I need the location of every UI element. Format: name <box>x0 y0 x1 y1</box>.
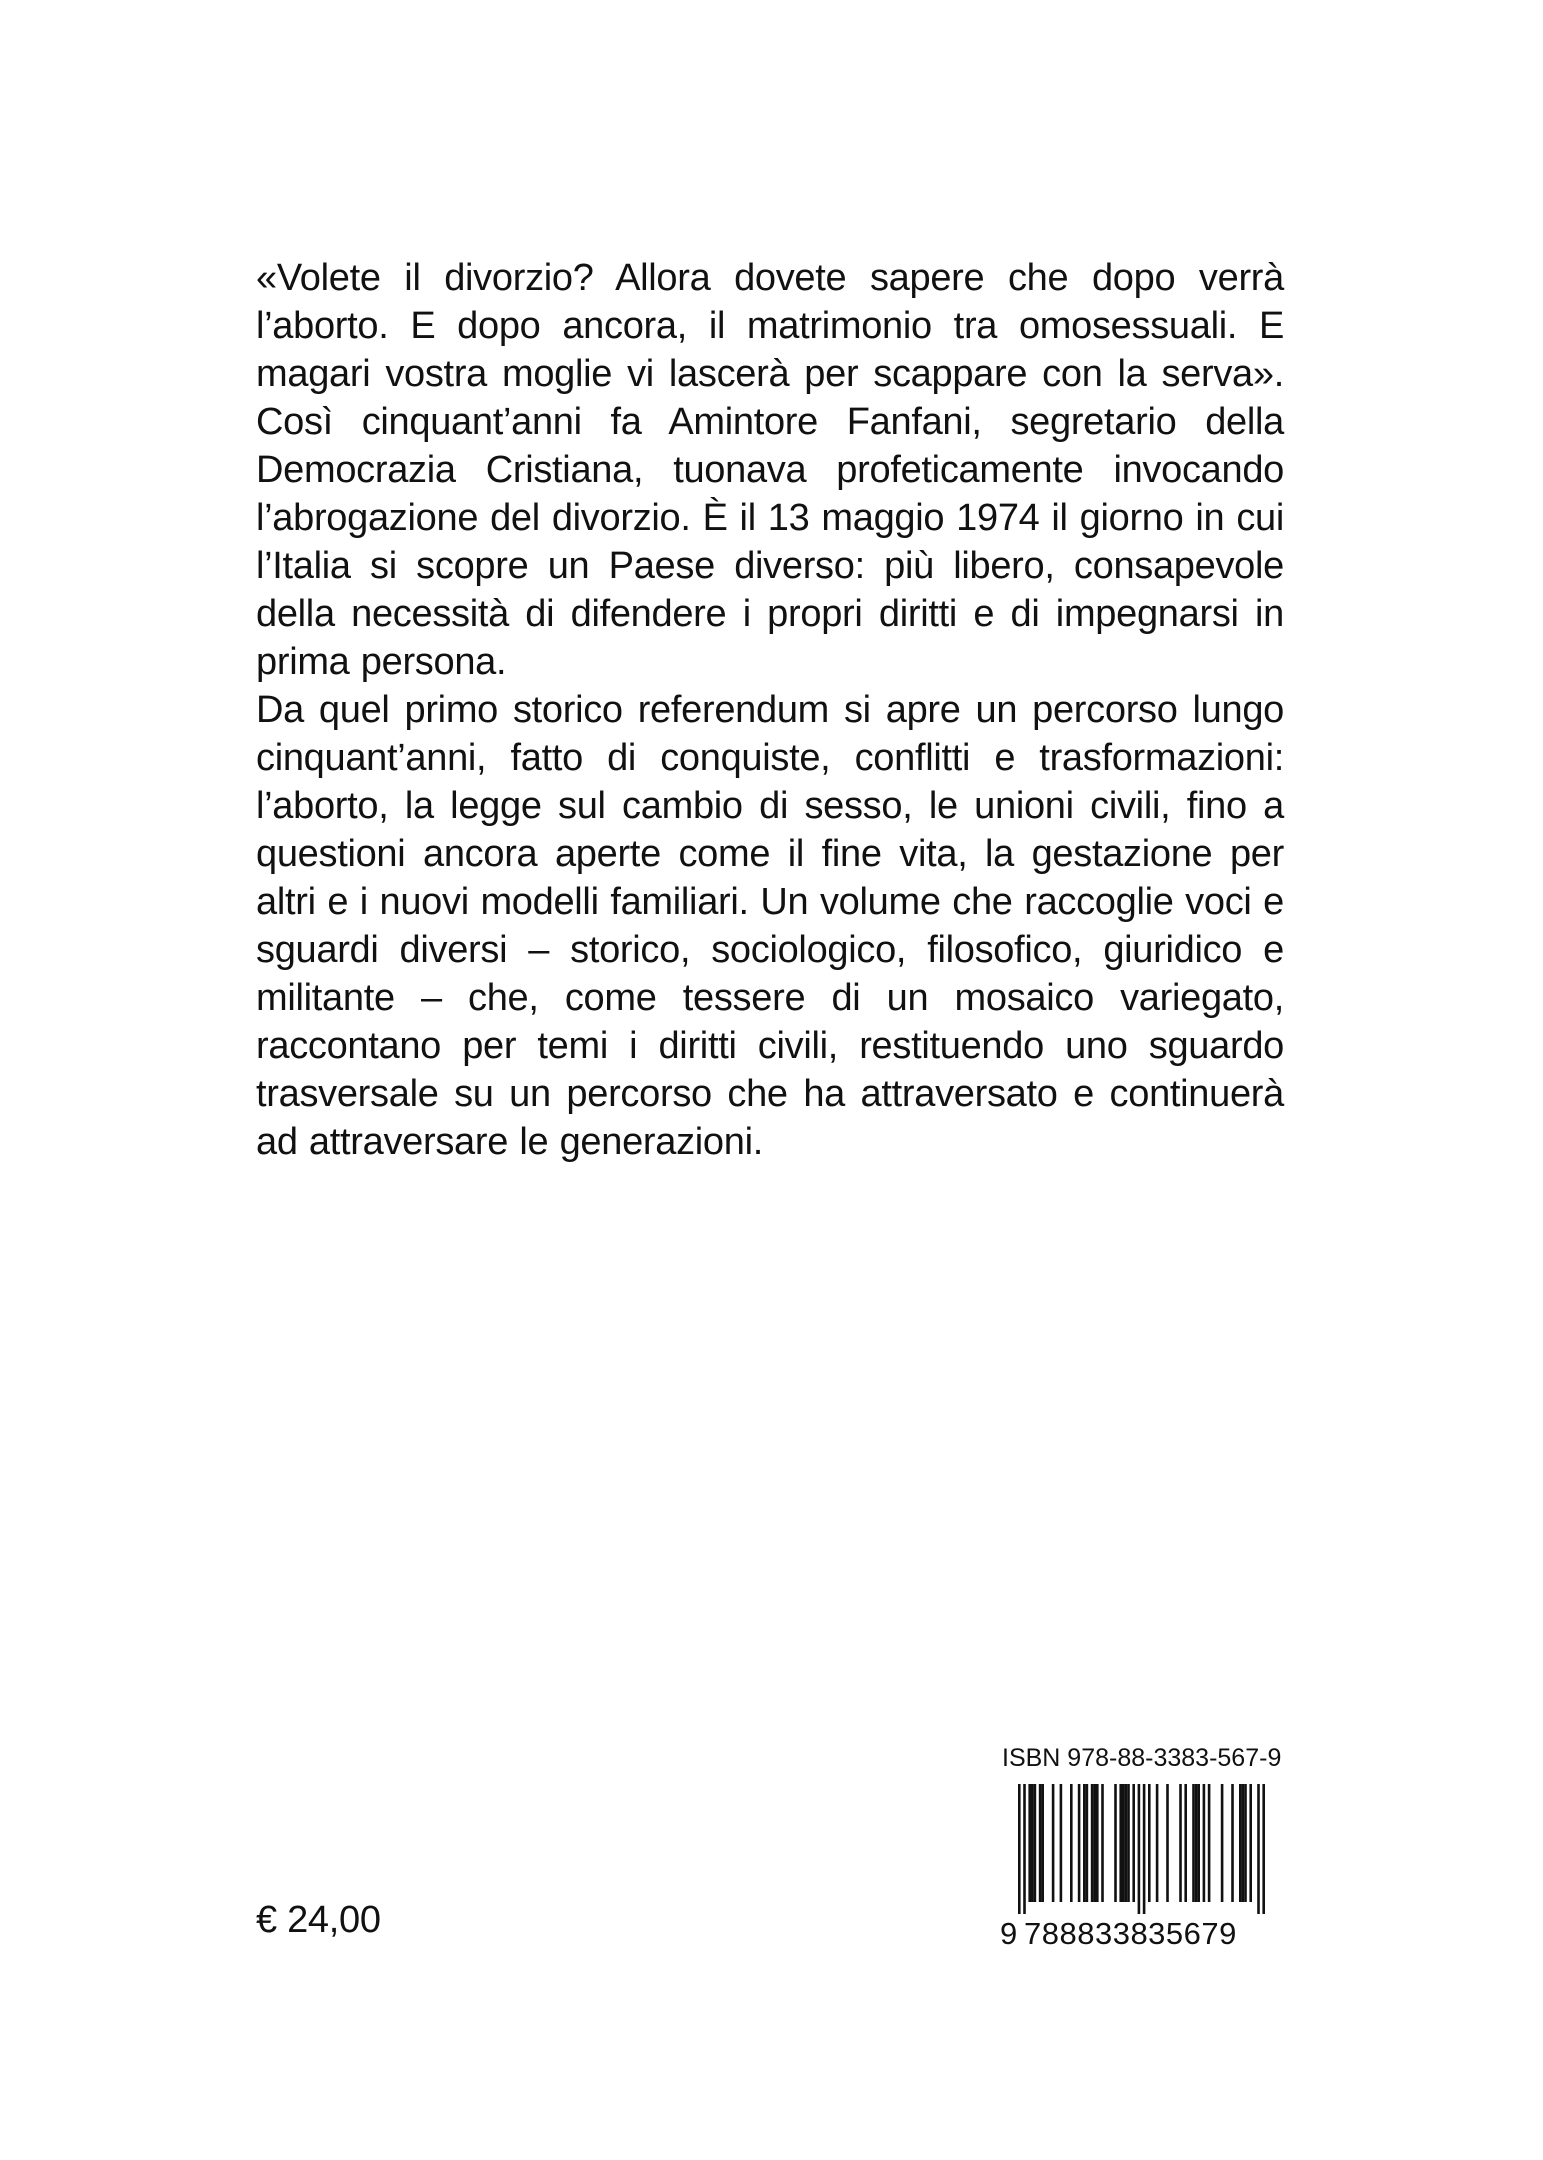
barcode-bar <box>1127 1784 1130 1902</box>
barcode-bar <box>1231 1784 1234 1902</box>
isbn-barcode-block <box>1000 1742 1282 1954</box>
barcode-guard-bar <box>1262 1784 1265 1914</box>
barcode-bar <box>1078 1784 1081 1902</box>
barcode-bar <box>1039 1784 1042 1902</box>
barcode-bar <box>1148 1784 1151 1902</box>
barcode-bar <box>1184 1784 1187 1902</box>
barcode-bar <box>1156 1784 1159 1902</box>
barcode-bar <box>1122 1784 1125 1902</box>
price: € 24,00 <box>256 1899 381 1941</box>
barcode-bar <box>1249 1784 1252 1902</box>
barcode-bar <box>1101 1784 1104 1902</box>
barcode-bar <box>1195 1784 1198 1902</box>
barcode-guard-bar <box>1023 1784 1026 1914</box>
barcode-bar <box>1028 1784 1031 1902</box>
barcode-bar <box>1114 1784 1117 1902</box>
barcode-bar <box>1166 1784 1169 1902</box>
isbn-label: ISBN 978-88-3383-567-9 <box>1002 1744 1282 1772</box>
barcode-bar <box>1083 1784 1086 1902</box>
barcode-bar <box>1197 1784 1200 1902</box>
barcode-guard-bar <box>1143 1784 1146 1914</box>
barcode-bar <box>1179 1784 1182 1902</box>
barcode-guard-bar <box>1257 1784 1260 1914</box>
barcode-bar <box>1070 1784 1073 1902</box>
barcode-bar <box>1203 1784 1206 1902</box>
barcode-bar <box>1031 1784 1034 1902</box>
barcode-bar <box>1086 1784 1089 1902</box>
barcode-digit-string: 788833835679 <box>1024 1916 1237 1951</box>
blurb-text <box>256 254 1284 1166</box>
barcode-bar <box>1208 1784 1211 1902</box>
barcode <box>1000 1784 1276 1914</box>
barcode-digits <box>1000 1914 1276 1954</box>
barcode-bar <box>1093 1784 1096 1902</box>
barcode-bar <box>1192 1784 1195 1902</box>
barcode-guard-bar <box>1138 1784 1141 1914</box>
barcode-bar <box>1242 1784 1245 1902</box>
barcode-bar <box>1096 1784 1099 1902</box>
blurb-paragraph-2: Da quel primo storico referendum si apre un percorso lungo cinquant’anni, fatto di conquiste, conflitti e trasformazioni: l’aborto, la legge sul cambio di sesso, le unioni civili, fino a questioni ancora aperte come il fine vita, la gestazione per altri e i nuovi modelli familiari. Un volume che raccoglie voci e sguardi diversi – storico, sociologico, filosofico, giuridico e militante – che, come tessere di un mosaico variegato, raccontano per temi i diritti civili, restituendo uno sguardo trasversale su un percorso che ha attraversato e continuerà ad attraversare le generazioni. <box>256 689 1284 1163</box>
barcode-bar <box>1221 1784 1224 1902</box>
barcode-bar <box>1244 1784 1247 1902</box>
barcode-bar <box>1034 1784 1037 1902</box>
blurb-paragraph-1: «Volete il divorzio? Allora dovete sapere che dopo verrà l’aborto. E dopo ancora, il matrimonio tra omosessuali. E magari vostra moglie vi lascerà per scappare con la serva». Così cinquant’anni fa Amintore Fanfani, segretario della Democrazia Cristiana, tuonava profeticamente invocando l’abrogazione del divorzio. È il 13 maggio 1974 il giorno in cui l’Italia si scopre un Paese diverso: più libero, consapevole della necessità di difendere i propri diritti e di impegnarsi in prima persona. <box>256 257 1284 683</box>
barcode-guard-bar <box>1018 1784 1021 1914</box>
barcode-bar <box>1132 1784 1135 1902</box>
barcode-bar <box>1125 1784 1128 1902</box>
barcode-bar <box>1119 1784 1122 1902</box>
barcode-bar <box>1060 1784 1063 1902</box>
barcode-bar <box>1041 1784 1044 1902</box>
barcode-bar <box>1239 1784 1242 1902</box>
barcode-first-digit: 9 <box>1000 1916 1018 1951</box>
barcode-bar <box>1091 1784 1094 1902</box>
barcode-bar <box>1052 1784 1055 1902</box>
